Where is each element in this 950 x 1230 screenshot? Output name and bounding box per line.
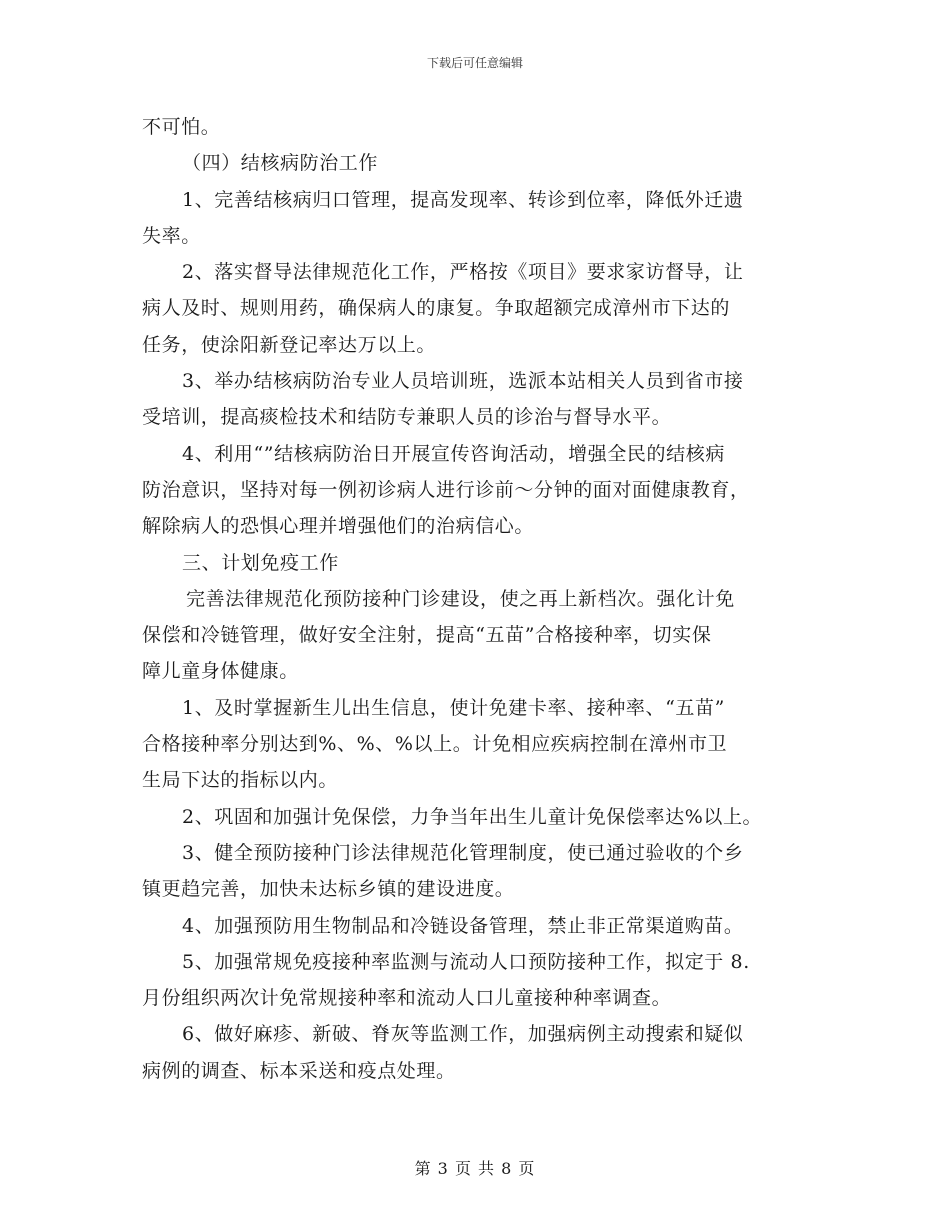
paragraph-line: 病例的调查、标本采送和疫点处理。 bbox=[142, 1059, 456, 1082]
section-heading: 三、计划免疫工作 bbox=[182, 551, 339, 574]
paragraph-line: 镇更趋完善，加快未达标乡镇的建设进度。 bbox=[142, 878, 515, 901]
paragraph-line: 合格接种率分别达到%、%、%以上。计免相应疾病控制在漳州市卫 bbox=[142, 733, 728, 756]
paragraph-line: 防治意识，坚持对每一例初诊病人进行诊前～分钟的面对面健康教育， bbox=[142, 478, 750, 501]
paragraph-line: 3、健全预防接种门诊法律规范化管理制度，使已通过验收的个乡 bbox=[182, 841, 744, 864]
paragraph-line: 1、及时掌握新生儿出生信息，使计免建卡率、接种率、“五苗” bbox=[182, 696, 725, 719]
paragraph-line: 3、举办结核病防治专业人员培训班，选派本站相关人员到省市接 bbox=[182, 370, 744, 393]
page-footer: 第 3 页 共 8 页 bbox=[414, 1159, 536, 1178]
paragraph-line: 4、加强预防用生物制品和冷链设备管理，禁止非正常渠道购苗。 bbox=[182, 914, 744, 937]
paragraph-line: 4、利用“”结核病防治日开展宣传咨询活动，增强全民的结核病 bbox=[182, 442, 725, 465]
paragraph-line: 1、完善结核病归口管理，提高发现率、转诊到位率，降低外迁遗 bbox=[182, 188, 744, 211]
paragraph-line: 受培训，提高痰检技术和结防专兼职人员的诊治与督导水平。 bbox=[142, 406, 672, 429]
paragraph-line: 保偿和冷链管理，做好安全注射，提高“五苗”合格接种率，切实保 bbox=[142, 624, 712, 647]
paragraph-line: 2、巩固和加强计免保偿，力争当年出生儿童计免保偿率达%以上。 bbox=[182, 805, 763, 828]
paragraph-line: 5、加强常规免疫接种率监测与流动人口预防接种工作，拟定于 8. bbox=[182, 950, 750, 973]
paragraph-line: 6、做好麻疹、新破、脊灰等监测工作，加强病例主动搜索和疑似 bbox=[182, 1023, 744, 1046]
paragraph-line: 病人及时、规则用药，确保病人的康复。争取超额完成漳州市下达的 bbox=[142, 297, 731, 320]
paragraph-line: 完善法律规范化预防接种门诊建设，使之再上新档次。强化计免 bbox=[186, 587, 735, 610]
paragraph-line: 2、落实督导法律规范化工作，严格按《项目》要求家访督导，让 bbox=[182, 261, 744, 284]
paragraph-line: 解除病人的恐惧心理并增强他们的治病信心。 bbox=[142, 515, 535, 538]
paragraph-line: 不可怕。 bbox=[142, 116, 221, 138]
page-header: 下载后可任意编辑 bbox=[426, 56, 523, 70]
paragraph-line: 任务，使涂阳新登记率达万以上。 bbox=[142, 333, 437, 356]
paragraph-line: 失率。 bbox=[142, 224, 201, 247]
section-heading: （四）结核病防治工作 bbox=[182, 152, 379, 175]
paragraph-line: 月份组织两次计免常规接种率和流动人口儿童接种种率调查。 bbox=[142, 987, 672, 1010]
paragraph-line: 障儿童身体健康。 bbox=[142, 660, 299, 683]
paragraph-line: 生局下达的指标以内。 bbox=[142, 769, 339, 792]
document-body bbox=[142, 109, 822, 1089]
